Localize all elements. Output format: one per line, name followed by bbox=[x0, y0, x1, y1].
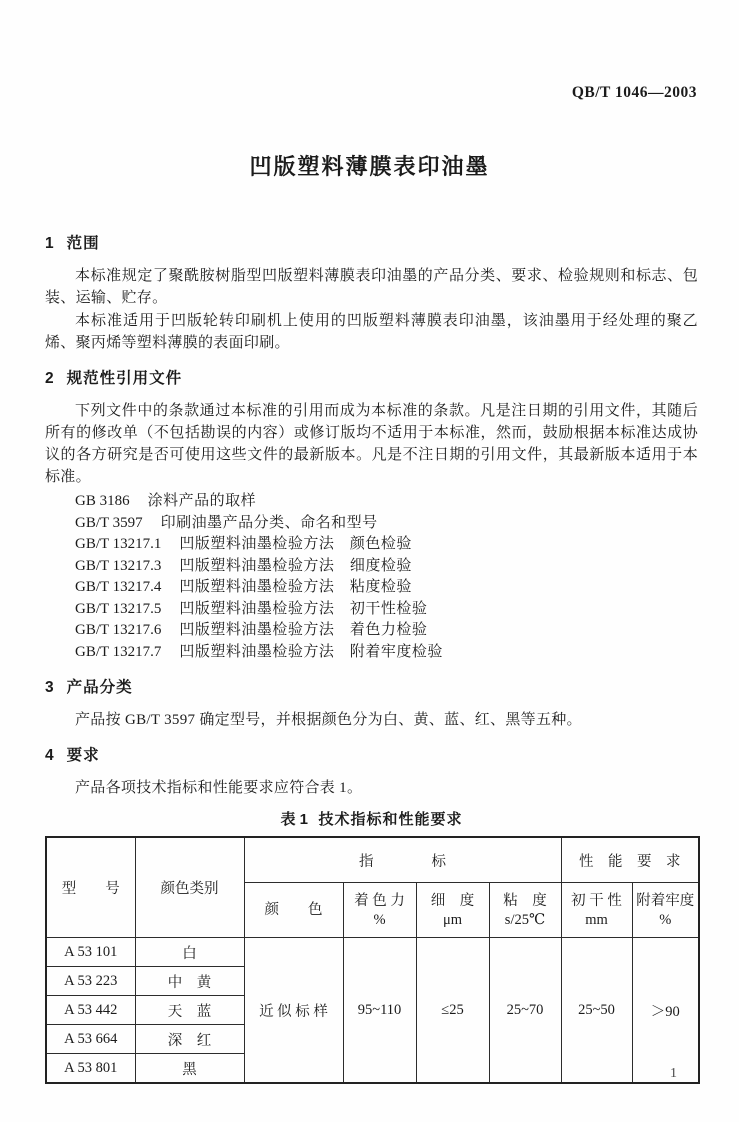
table-cell-viscosity-value: 25~70 bbox=[489, 938, 561, 1084]
reference-code: GB/T 3597 bbox=[75, 514, 143, 531]
document-body bbox=[45, 230, 698, 1084]
table-header-viscosity: 粘 度 s/25℃ bbox=[489, 883, 561, 938]
standard-code: QB/T 1046—2003 bbox=[571, 84, 697, 101]
reference-title: 涂料产品的取样 bbox=[147, 493, 257, 509]
reference-code: GB/T 13217.3 bbox=[75, 557, 162, 574]
table-cell-model: A 53 101 bbox=[46, 938, 135, 967]
reference-item bbox=[75, 513, 698, 535]
reference-item bbox=[75, 599, 698, 621]
paragraph: 下列文件中的条款通过本标准的引用而成为本标准的条款。凡是注日期的引用文件，其随后所有的修改单（不包括勘误的内容）或修订版均不适用于本标准，然而，鼓励根据本标准达成协议的各方研究是否可使用这些文件的最新版本。凡是不注日期的引用文件，其最新版本适用于本标准。 bbox=[45, 403, 698, 485]
table-cell-color: 黑 bbox=[135, 1054, 244, 1084]
table-cell-model: A 53 442 bbox=[46, 996, 135, 1025]
page-number: 1 bbox=[670, 1066, 677, 1081]
reference-code: GB/T 13217.6 bbox=[75, 622, 162, 638]
table-caption-title: 技术指标和性能要求 bbox=[318, 811, 463, 828]
document-title: 凹版塑料薄膜表印油墨 bbox=[249, 154, 490, 179]
requirements-table bbox=[45, 836, 700, 1084]
reference-code: GB/T 13217.5 bbox=[75, 600, 162, 617]
section-label: 产品分类 bbox=[66, 679, 133, 696]
table-cell-color: 白 bbox=[135, 938, 244, 967]
reference-code: GB/T 13217.7 bbox=[75, 643, 162, 660]
table-cell-model: A 53 223 bbox=[46, 967, 135, 996]
section-heading-normative-references bbox=[45, 368, 698, 389]
reference-item bbox=[75, 620, 698, 642]
reference-title: 凹版塑料油墨检验方法 初干性检验 bbox=[179, 600, 428, 617]
table-header-indicators-group: 指 标 bbox=[244, 837, 561, 883]
paragraph: 产品各项技术指标和性能要求应符合表 1。 bbox=[75, 780, 363, 796]
section-number: 1 bbox=[45, 235, 54, 252]
table-cell-adhesion-value: ＞90 bbox=[632, 938, 699, 1084]
reference-item bbox=[75, 491, 698, 513]
reference-item bbox=[75, 577, 698, 599]
section-number: 2 bbox=[45, 370, 54, 387]
table-header-color-category: 颜色类别 bbox=[135, 837, 244, 938]
section-label: 要求 bbox=[66, 747, 100, 764]
reference-title: 凹版塑料油墨检验方法 着色力检验 bbox=[179, 622, 428, 638]
section-heading-scope bbox=[45, 233, 698, 254]
table-cell-color: 天 蓝 bbox=[135, 996, 244, 1025]
table-cell-model: A 53 664 bbox=[46, 1025, 135, 1054]
table-cell-tinting-strength-value: 95~110 bbox=[343, 938, 416, 1084]
section-number: 4 bbox=[45, 747, 54, 764]
table-cell-fineness-value: ≤25 bbox=[416, 938, 489, 1084]
section-heading-requirements bbox=[45, 745, 698, 766]
reference-code: GB 3186 bbox=[75, 493, 130, 509]
table-row bbox=[46, 938, 699, 967]
table-header-model: 型 号 bbox=[46, 837, 135, 938]
reference-title: 凹版塑料油墨检验方法 粘度检验 bbox=[179, 579, 412, 595]
paragraph: 产品按 GB/T 3597 确定型号，并根据颜色分为白、黄、蓝、红、黑等五种。 bbox=[75, 712, 582, 728]
table-header-fineness: 细 度 μm bbox=[416, 883, 489, 938]
table-header-color: 颜 色 bbox=[244, 883, 343, 938]
table-header-tinting-strength: 着 色 力 % bbox=[343, 883, 416, 938]
paragraph: 本标准规定了聚酰胺树脂型凹版塑料薄膜表印油墨的产品分类、要求、检验规则和标志、包装、运输、贮存。 bbox=[45, 268, 698, 306]
table-caption bbox=[45, 808, 698, 829]
reference-code: GB/T 13217.1 bbox=[75, 536, 162, 552]
reference-item bbox=[75, 556, 698, 578]
reference-title: 凹版塑料油墨检验方法 附着牢度检验 bbox=[179, 643, 443, 660]
paragraph: 本标准适用于凹版轮转印刷机上使用的凹版塑料薄膜表印油墨，该油墨用于经处理的聚乙烯、聚丙烯等塑料薄膜的表面印刷。 bbox=[45, 313, 698, 351]
reference-item bbox=[75, 642, 698, 664]
section-label: 范围 bbox=[66, 235, 100, 252]
section-heading-classification bbox=[45, 677, 698, 698]
table-caption-label: 表 1 bbox=[280, 811, 308, 828]
table-cell-initial-drying-value: 25~50 bbox=[561, 938, 632, 1084]
table-header-initial-drying: 初 干 性 mm bbox=[561, 883, 632, 938]
reference-code: GB/T 13217.4 bbox=[75, 579, 162, 595]
table-cell-color-value: 近 似 标 样 bbox=[244, 938, 343, 1084]
reference-title: 凹版塑料油墨检验方法 细度检验 bbox=[179, 557, 412, 574]
table-header-performance-group: 性 能 要 求 bbox=[561, 837, 699, 883]
table-header-adhesion: 附着牢度 % bbox=[632, 883, 699, 938]
section-label: 规范性引用文件 bbox=[66, 370, 183, 387]
reference-title: 印刷油墨产品分类、命名和型号 bbox=[160, 514, 378, 531]
table-cell-color: 深 红 bbox=[135, 1025, 244, 1054]
reference-item bbox=[75, 534, 698, 556]
reference-list bbox=[45, 491, 698, 663]
table-cell-color: 中 黄 bbox=[135, 967, 244, 996]
table-cell-model: A 53 801 bbox=[46, 1054, 135, 1084]
section-number: 3 bbox=[45, 679, 54, 696]
reference-title: 凹版塑料油墨检验方法 颜色检验 bbox=[179, 536, 412, 552]
